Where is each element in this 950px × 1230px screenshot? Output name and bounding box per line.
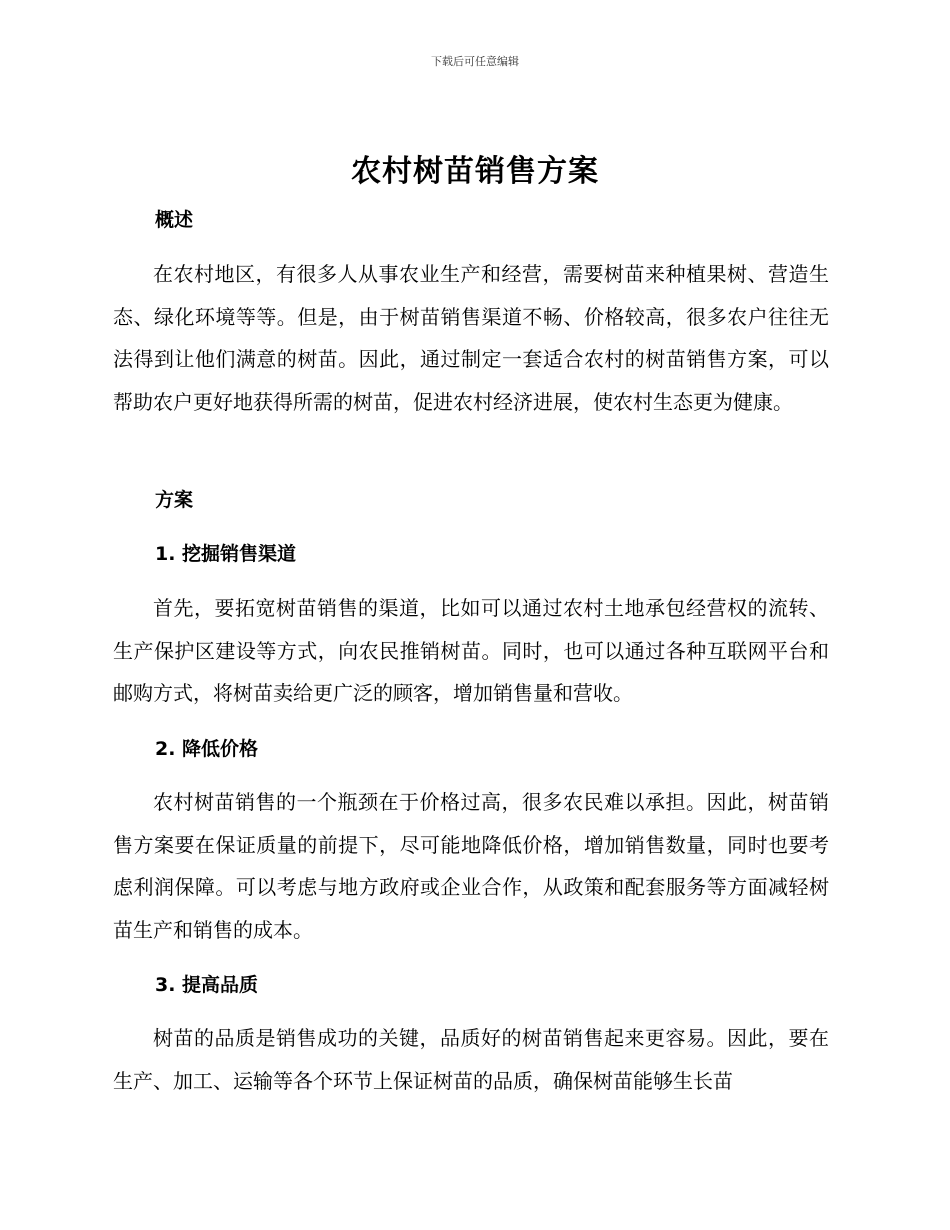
section-paragraph-price: 农村树苗销售的一个瓶颈在于价格过高，很多农民难以承担。因此，树苗销售方案要在保证质量的前提下，尽可能地降低价格，增加销售数量，同时也要考虑利润保障。可以考虑与地方政府或企业合作，从政策和配套服务等方面减轻树苗生产和销售的成本。 [113, 790, 829, 942]
section-heading-channels: 1. 挖掘销售渠道 [155, 543, 297, 565]
section-heading-price: 2. 降低价格 [155, 738, 259, 760]
section-heading-quality: 3. 提高品质 [155, 974, 259, 996]
overview-paragraph: 在农村地区，有很多人从事农业生产和经营，需要树苗来种植果树、营造生态、绿化环境等等。但是，由于树苗销售渠道不畅、价格较高，很多农户往往无法得到让他们满意的树苗。因此，通过制定一套适合农村的树苗销售方案，可以帮助农户更好地获得所需的树苗，促进农村经济进展，使农村生态更为健康。 [113, 262, 829, 414]
section-paragraph-quality: 树苗的品质是销售成功的关键，品质好的树苗销售起来更容易。因此，要在生产、加工、运输等各个环节上保证树苗的品质，确保树苗能够生长苗 [113, 1026, 829, 1093]
section-paragraph-channels: 首先，要拓宽树苗销售的渠道，比如可以通过农村土地承包经营权的流转、生产保护区建设等方式，向农民推销树苗。同时，也可以通过各种互联网平台和邮购方式，将树苗卖给更广泛的顾客，增加销售量和营收。 [113, 596, 829, 705]
plan-heading: 方案 [155, 489, 194, 511]
overview-heading: 概述 [155, 209, 194, 231]
page-header-note: 下载后可任意编辑 [431, 55, 519, 68]
document-title: 农村树苗销售方案 [351, 154, 599, 189]
